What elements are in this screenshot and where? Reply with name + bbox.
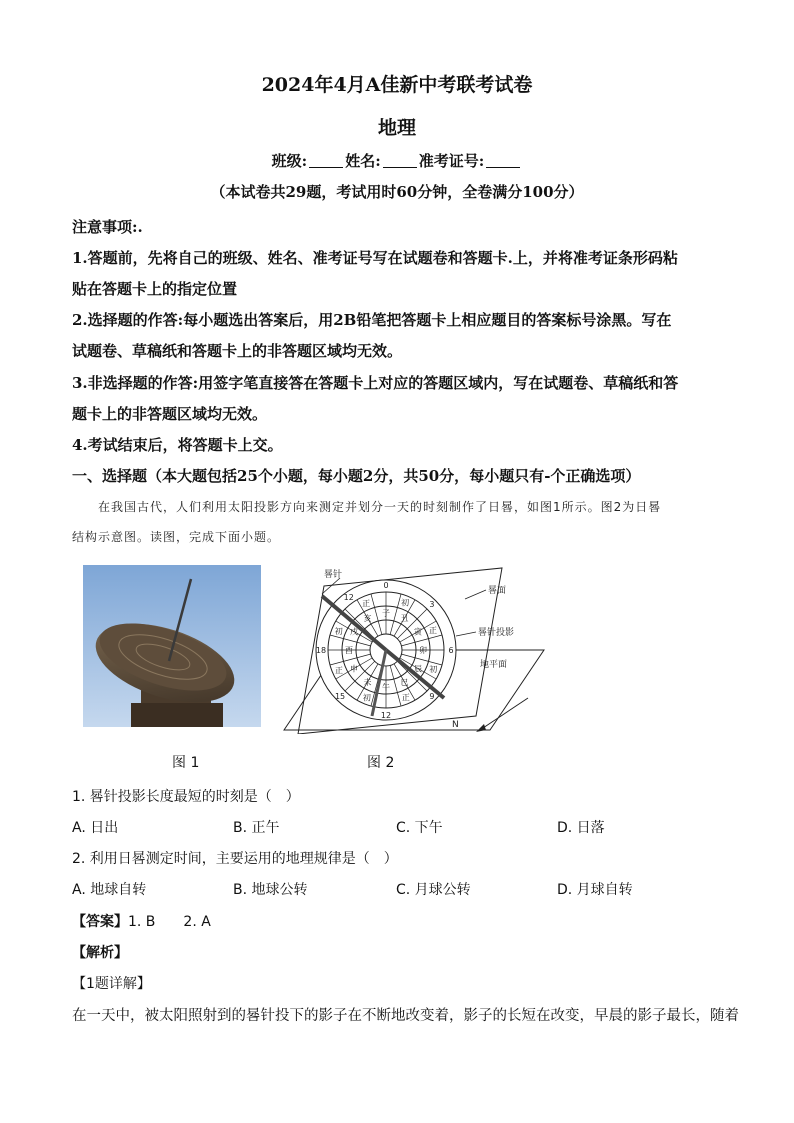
- name-label: 姓名:: [345, 152, 381, 170]
- detail-label: 【1题详解】: [72, 976, 151, 992]
- figure-1-caption: 图 1: [172, 755, 200, 771]
- figure-2-caption: 图 2: [367, 755, 395, 771]
- class-blank: [309, 153, 343, 168]
- dial-inner-char: 正: [401, 692, 410, 702]
- notice-item-2-line-1: 2.选择题的作答:每小题选出答案后，用2B铅笔把答题卡上相应题目的答案标号涂黑。写在: [72, 311, 672, 329]
- exam-scope: （本试卷共29题，考试用时60分钟，全卷满分100分）: [210, 183, 584, 201]
- notice-item-2-line-2: 试题卷、草稿纸和答题卡上的非答题区域均无效。: [72, 342, 403, 360]
- dial-ring-char: 申: [349, 664, 358, 674]
- notice-item-3-line-2: 题卡上的非答题区域均无效。: [72, 405, 268, 423]
- question-1-stem: 1. 晷针投影长度最短的时刻是（ ）: [72, 789, 300, 805]
- exam-subject: 地理: [377, 117, 416, 139]
- sundial-photo: [83, 565, 261, 727]
- question-1-option-a[interactable]: A. 日出: [72, 820, 119, 836]
- dial-ring-char: 丑: [400, 613, 409, 623]
- dial-ring-char: 酉: [345, 646, 353, 655]
- analysis-label: [72, 942, 128, 962]
- ground-plane-label: 地平面: [480, 660, 508, 670]
- dial-hour-number: 3: [429, 600, 435, 610]
- notice-item-1-line-1: 1.答题前，先将自己的班级、姓名、准考证号写在试题卷和答题卡.上，并将准考证条形码粘: [72, 249, 678, 267]
- answer-line: [72, 911, 211, 931]
- dial-ring-char: 子: [382, 609, 390, 618]
- analysis-label-text: 【解析】: [72, 945, 128, 961]
- dial-ring-char: 午: [382, 683, 390, 692]
- question-2-stem: 2. 利用日晷测定时间，主要运用的地理规律是（ ）: [72, 851, 398, 867]
- dial-hour-number: 12: [343, 592, 354, 602]
- student-info-line: [0, 150, 794, 171]
- dial-inner-char: 初: [429, 665, 438, 675]
- dial-label: 晷面: [488, 586, 507, 596]
- notice-heading: 注意事项:.: [72, 218, 143, 236]
- question-1-option-b[interactable]: B. 正午: [233, 820, 280, 836]
- id-label: 准考证号:: [418, 152, 485, 170]
- gnomon-label: 晷针: [324, 570, 343, 580]
- exam-title: 2024年4月A佳新中考联考试卷: [261, 74, 533, 96]
- question-2-option-b[interactable]: B. 地球公转: [233, 882, 308, 898]
- question-2-option-c[interactable]: C. 月球公转: [396, 882, 471, 898]
- dial-inner-char: 正: [428, 626, 437, 636]
- section-1-intro-line-2: 结构示意图。读图，完成下面小题。: [72, 530, 281, 544]
- sundial-structure-diagram: [280, 566, 548, 734]
- dial-hour-number: 15: [334, 691, 346, 701]
- question-2-option-d[interactable]: D. 月球自转: [557, 882, 633, 898]
- dial-ring-char: 戌: [349, 627, 358, 637]
- class-label: 班级:: [271, 152, 308, 170]
- gnomon-shadow-label: 晷针投影: [478, 628, 515, 638]
- name-blank: [383, 153, 417, 168]
- dial-ring-char: 辰: [414, 664, 423, 674]
- notice-item-3-line-1: 3.非选择题的作答:用签字笔直接答在答题卡上对应的答题区域内，写在试题卷、草稿纸和答: [72, 374, 679, 392]
- question-1-option-c[interactable]: C. 下午: [396, 820, 443, 836]
- dial-inner-char: 初: [362, 693, 371, 703]
- dial-ring-char: 未: [363, 678, 372, 688]
- detail-text: 在一天中，被太阳照射到的晷针投下的影子在不断地改变着，影子的长短在改变，早晨的影子最长，随着: [72, 1008, 739, 1024]
- dial-hour-number: 18: [315, 646, 327, 655]
- notice-item-4: 4.考试结束后，将答题卡上交。: [72, 436, 283, 454]
- dial-ring-char: 巳: [400, 678, 409, 688]
- section-1-heading: 一、选择题（本大题包括25个小题，每小题2分，共50分，每小题只有-个正确选项）: [72, 467, 641, 485]
- dial-hour-number: 6: [448, 646, 454, 655]
- section-1-intro-line-1: 在我国古代，人们利用太阳投影方向来测定并划分一天的时刻制作了日晷，如图1所示。图2为日晷: [98, 500, 662, 514]
- dial-inner-char: 正: [362, 599, 371, 609]
- dial-hour-number: 9: [429, 691, 435, 701]
- dial-inner-char: 初: [334, 626, 343, 636]
- question-2-option-a[interactable]: A. 地球自转: [72, 882, 147, 898]
- dial-ring-char: 卯: [419, 646, 427, 655]
- dial-hour-number: 12: [380, 711, 392, 720]
- dial-ring-char: 亥: [363, 613, 372, 623]
- id-blank: [486, 153, 520, 168]
- dial-inner-char: 初: [401, 598, 410, 608]
- notice-item-1-line-2: 贴在答题卡上的指定位置: [72, 280, 238, 298]
- answer-label: 【答案】: [72, 914, 128, 930]
- dial-ring-char: 寅: [414, 627, 423, 637]
- north-label: N: [452, 720, 459, 730]
- dial-inner-char: 正: [335, 665, 344, 675]
- question-1-option-d[interactable]: D. 日落: [557, 820, 605, 836]
- dial-hour-number: 0: [383, 581, 389, 590]
- answer-text: 1. B 2. A: [128, 914, 211, 930]
